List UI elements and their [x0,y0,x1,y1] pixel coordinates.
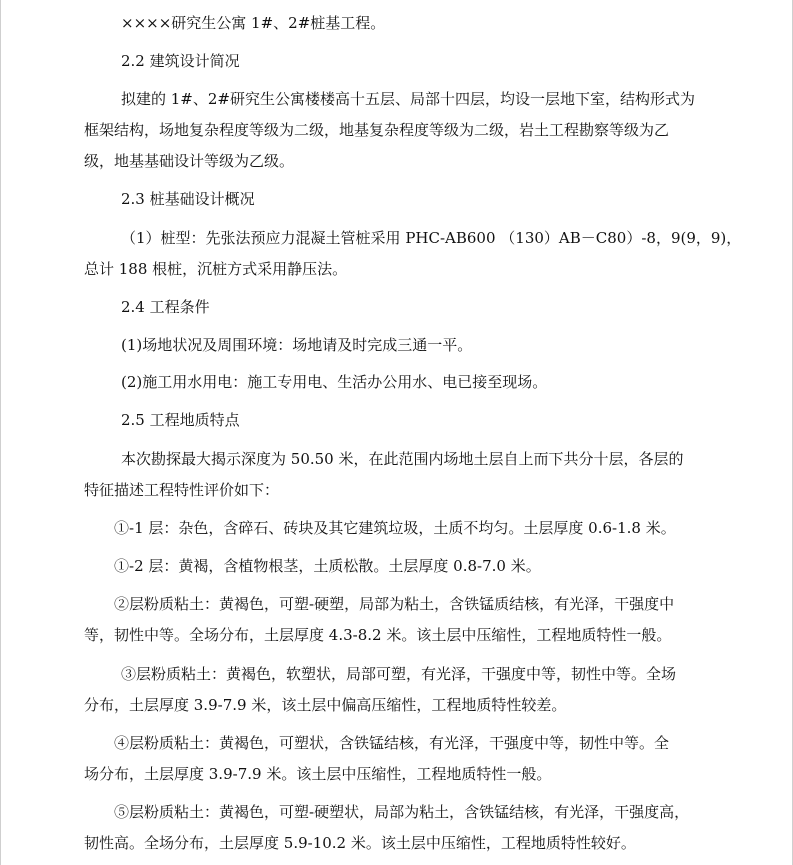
heading-2-4: 2.4 工程条件 [121,298,210,316]
text-line-project: ××××研究生公寓 1#、2#桩基工程。 [121,14,386,32]
layer-item: ③层粉质粘土：黄褐色，软塑状，局部可塑，有光泽，干强度中等，韧性中等。全场 [121,665,677,683]
layer-item: 韧性高。全场分布，土层厚度 5.9-10.2 米。该土层中压缩性，工程地质特性较好。 [84,834,636,852]
heading-2-5: 2.5 工程地质特点 [121,411,240,429]
layer-item: ①-2 层：黄褐，含植物根茎，土质松散。土层厚度 0.8-7.0 米。 [114,557,541,575]
layer-item: ①-1 层：杂色，含碎石、砖块及其它建筑垃圾，土质不均匀。土层厚度 0.6-1.8 米。 [114,519,676,537]
paragraph-line: 本次勘探最大揭示深度为 50.50 米，在此范围内场地土层自上而下共分十层，各层的 [121,450,684,468]
layer-item: ②层粉质粘土：黄褐色，可塑-硬塑，局部为粘土，含铁锰质结核，有光泽，干强度中 [114,595,675,613]
layer-item: 场分布，土层厚度 3.9-7.9 米。该土层中压缩性，工程地质特性一般。 [84,765,552,783]
layer-item: 分布，土层厚度 3.9-7.9 米，该土层中偏高压缩性，工程地质特性较差。 [84,696,567,714]
paragraph-line: 框架结构，场地复杂程度等级为二级，地基复杂程度等级为二级，岩土工程勘察等级为乙 [84,121,670,139]
layer-item: ④层粉质粘土：黄褐色，可塑状，含铁锰结核，有光泽，干强度中等，韧性中等。全 [114,734,670,752]
list-item: (1)场地状况及周围环境：场地请及时完成三通一平。 [121,336,473,354]
list-item: (2)施工用水用电：施工专用电、生活办公用水、电已接至现场。 [121,373,548,391]
heading-2-3: 2.3 桩基础设计概况 [121,190,255,208]
paragraph-line: 总计 188 根桩，沉桩方式采用静压法。 [84,260,348,278]
paragraph-line: 级，地基基础设计等级为乙级。 [84,152,295,170]
layer-item: 等，韧性中等。全场分布，土层厚度 4.3-8.2 米。该土层中压缩性，工程地质特性一般。 [84,626,672,644]
paragraph-line: 拟建的 1#、2#研究生公寓楼楼高十五层、局部十四层，均设一层地下室，结构形式为 [121,90,695,108]
heading-2-2: 2.2 建筑设计简况 [121,52,240,70]
paragraph-line: （1）桩型：先张法预应力混凝土管桩采用 PHC-AB600 （130）AB－C80）-8，9(9，9)， [121,229,742,247]
paragraph-line: 特征描述工程特性评价如下： [84,481,280,499]
layer-item: ⑤层粉质粘土：黄褐色，可塑-硬塑状，局部为粘土，含铁锰结核，有光泽，干强度高， [114,803,690,821]
